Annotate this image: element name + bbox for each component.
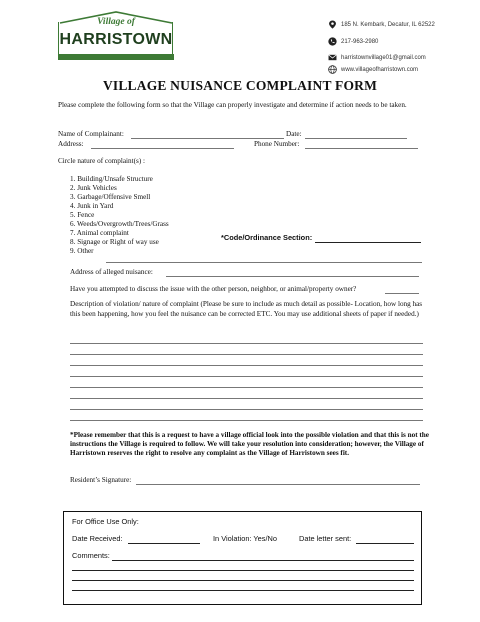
office-use-box [63, 511, 422, 605]
nuisance-address-label: Address of alleged nuisance: [70, 268, 153, 276]
violation-label[interactable]: In Violation: Yes/No [213, 534, 277, 543]
intro-text: Please complete the following form so that the Village can properly investigate and determine if action needs to be taken. [58, 101, 407, 109]
complaint-type-item[interactable]: 3. Garbage/Offensive Smell [70, 193, 151, 201]
name-field[interactable] [131, 138, 284, 139]
complaint-type-list [70, 175, 270, 256]
code-section-label: *Code/Ordinance Section: [221, 233, 313, 242]
address-field[interactable] [91, 148, 234, 149]
comments-field[interactable] [112, 560, 414, 561]
other-field[interactable] [106, 262, 422, 263]
phone-icon [328, 37, 337, 46]
complaint-type-item[interactable]: 6. Weeds/Overgrowth/Trees/Grass [70, 220, 169, 228]
contact-address-text: 185 N. Kembark, Decatur, IL 62522 [341, 22, 435, 28]
nuisance-address-field[interactable] [166, 276, 419, 277]
signature-label: Resident’s Signature: [70, 476, 132, 484]
complaint-type-item[interactable]: 5. Fence [70, 211, 95, 219]
complaint-type-item[interactable]: 2. Junk Vehicles [70, 184, 117, 192]
form-title: VILLAGE NUISANCE COMPLAINT FORM [102, 78, 378, 93]
date-received-field[interactable] [128, 543, 200, 544]
globe-icon [328, 65, 337, 74]
location-pin-icon [328, 20, 337, 29]
logo-bar [58, 54, 174, 60]
village-logo [58, 13, 174, 61]
comments-line[interactable] [72, 580, 414, 581]
date-received-label: Date Received: [72, 534, 123, 543]
description-lines[interactable] [70, 335, 423, 425]
logo-town-text: HARRISTOWN [59, 31, 173, 48]
signature-field[interactable] [136, 484, 420, 485]
notice-text: *Please remember that this is a request to have a village official look into the possible violation and that this is not the instructions the Village is required to follow. We will take your resolution into consideration; however, the Village of Harristown reserves the right to resolve any complaint as the Village of Harristown sees fit. [70, 431, 429, 458]
complaint-type-item[interactable]: 9. Other [70, 247, 94, 255]
comments-line[interactable] [72, 570, 414, 571]
letter-sent-label: Date letter sent: [299, 534, 352, 543]
email-icon [328, 53, 337, 62]
contact-phone-text: 217-963-2980 [341, 39, 379, 45]
phone-field[interactable] [305, 148, 418, 149]
date-field[interactable] [305, 138, 407, 139]
description-label: Description of violation/ nature of complaint (Please be sure to include as much detail as possible- Location, how long has this been happening, how you feel the nuisance can be corrected ETC. You may use additional sheets of paper if needed.) [70, 300, 423, 318]
letter-sent-field[interactable] [356, 543, 414, 544]
contact-website-text[interactable]: www.villageofharristown.com [341, 67, 419, 73]
complaint-type-item[interactable]: 8. Signage or Right of way use [70, 238, 159, 246]
complaint-type-item[interactable]: 1. Building/Unsafe Structure [70, 175, 153, 183]
date-label: Date: [286, 130, 302, 138]
comments-label: Comments: [72, 551, 110, 560]
complaint-type-item[interactable]: 7. Animal complaint [70, 229, 129, 237]
complaint-type-item[interactable]: 4. Junk in Yard [70, 202, 114, 210]
name-label: Name of Complainant: [58, 130, 124, 138]
attempted-discussion-field[interactable] [385, 293, 419, 294]
phone-label: Phone Number: [254, 140, 300, 148]
attempted-discussion-question: Have you attempted to discuss the issue with the other person, neighbor, or animal/property owner? [70, 285, 357, 293]
office-heading: For Office Use Only: [72, 517, 139, 526]
logo-village-text: Village of [97, 17, 135, 27]
complaint-type-heading: Circle nature of complaint(s) : [58, 157, 146, 165]
contact-email-text[interactable]: harristownvillage01@gmail.com [341, 55, 426, 61]
comments-line[interactable] [72, 590, 414, 591]
code-section-field[interactable] [315, 242, 421, 243]
address-label: Address: [58, 140, 84, 148]
